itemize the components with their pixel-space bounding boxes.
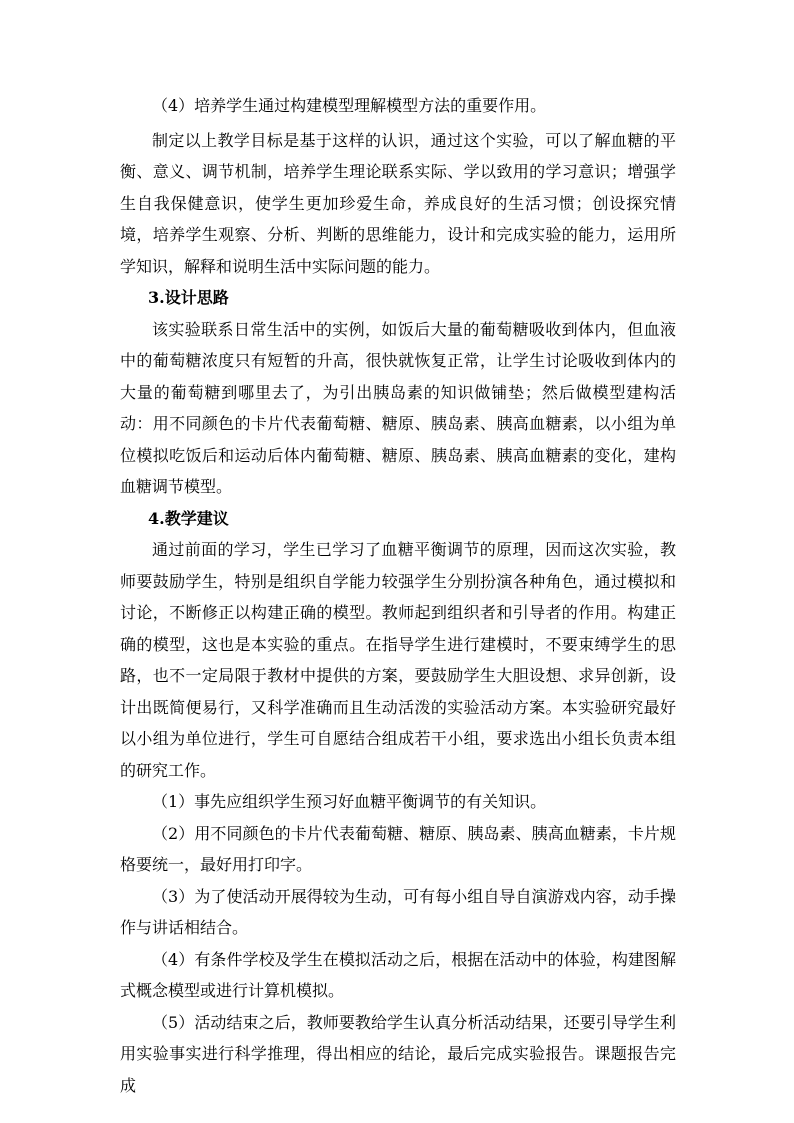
design-paragraph: 该实验联系日常生活中的实例，如饭后大量的葡萄糖吸收到体内，但血液中的葡萄糖浓度只有短暂的升高，很快就恢复正常，让学生讨论吸收到体内的大量的葡萄糖到哪里去了，为引出胰岛素的知识做铺垫；然后做模型建构活动：用不同颜色的卡片代表葡萄糖、糖原、胰岛素、胰高血糖素，以小组为单位模拟吃饭后和运动后体内葡萄糖、糖原、胰岛素、胰高血糖素的变化，建构血糖调节模型。	[120, 319, 676, 496]
suggestion-item-2: （2）用不同颜色的卡片代表葡萄糖、糖原、胰岛素、胰高血糖素，卡片规格要统一，最好用打印字。	[120, 823, 676, 874]
objective-item-4: （4）培养学生通过构建模型理解模型方法的重要作用。	[152, 96, 547, 115]
suggestion-item-4: （4）有条件学校及学生在模拟活动之后，根据在活动中的体验，构建图解式概念模型或进行计算机模拟。	[120, 949, 676, 1000]
suggestion-item-5: （5）活动结束之后，教师要教给学生认真分析活动结果，还要引导学生利用实验事实进行科学推理，得出相应的结论，最后完成实验报告。课题报告完成	[120, 1012, 676, 1095]
section-heading-teaching-suggestions: 4.教学建议	[148, 508, 229, 528]
suggestion-item-1: （1）事先应组织学生预习好血糖平衡调节的有关知识。	[152, 792, 547, 811]
objective-rationale-paragraph: 制定以上教学目标是基于这样的认识，通过这个实验，可以了解血糖的平衡、意义、调节机制，培养学生理论联系实际、学以致用的学习意识；增强学生自我保健意识，使学生更加珍爱生命，养成良好的生活习惯；创设探究情境，培养学生观察、分析、判断的思维能力，设计和完成实验的能力，运用所学知识，解释和说明生活中实际问题的能力。	[120, 130, 676, 276]
teaching-suggestions-paragraph: 通过前面的学习，学生已学习了血糖平衡调节的原理，因而这次实验，教师要鼓励学生，特别是组织自学能力较强学生分别扮演各种角色，通过模拟和讨论，不断修正以构建正确的模型。教师起到组织者和引导者的作用。构建正确的模型，这也是本实验的重点。在指导学生进行建模时，不要束缚学生的思路，也不一定局限于教材中提供的方案，要鼓励学生大胆设想、求异创新，设计出既简便易行，又科学准确而且生动活泼的实验活动方案。本实验研究最好以小组为单位进行，学生可自愿结合组成若干小组，要求选出小组长负责本组的研究工作。	[120, 540, 676, 780]
document-page	[120, 90, 676, 1101]
section-heading-design: 3.设计思路	[148, 288, 229, 307]
suggestion-item-3: （3）为了使活动开展得较为生动，可有每小组自导自演游戏内容，动手操作与讲话相结合。	[120, 886, 676, 937]
